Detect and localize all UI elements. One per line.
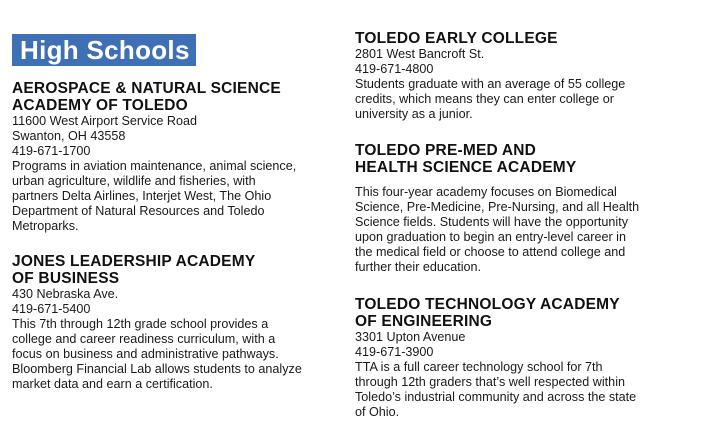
school-address: 430 Nebraska Ave. bbox=[12, 287, 119, 301]
school-name-line: TOLEDO EARLY COLLEGE bbox=[355, 30, 558, 47]
school-description-line: Students graduate with an average of 55 college bbox=[355, 77, 626, 91]
left-column bbox=[12, 0, 334, 392]
school-description-line: Department of Natural Resources and Toledo bbox=[12, 204, 265, 218]
school-description-line: focus on business and administrative pathways. bbox=[12, 347, 279, 361]
school-description-line: upon graduation to begin an entry-level career in bbox=[355, 230, 626, 244]
school-description-line: of Ohio. bbox=[355, 405, 400, 419]
school-aerospace bbox=[12, 80, 334, 234]
school-description-line: market data and earn a certification. bbox=[12, 377, 213, 391]
school-description-line: credits, which means they can enter college or bbox=[355, 92, 615, 106]
school-phone: 419-671-1700 bbox=[12, 144, 91, 158]
school-description-line: Science, Pre-Medicine, Pre-Nursing, and all Health bbox=[355, 200, 640, 214]
school-description-line: Metroparks. bbox=[12, 219, 79, 233]
school-phone: 419-671-5400 bbox=[12, 302, 91, 316]
school-name-line: JONES LEADERSHIP ACADEMY bbox=[12, 253, 256, 270]
school-description-line: urban agriculture, wildlife and fisheries, with bbox=[12, 174, 256, 188]
school-name-line: AEROSPACE & NATURAL SCIENCE bbox=[12, 80, 281, 97]
school-name-line: OF ENGINEERING bbox=[355, 313, 493, 330]
school-description-line: Science fields. Students will have the opportunity bbox=[355, 215, 629, 229]
school-name-line: ACADEMY OF TOLEDO bbox=[12, 97, 188, 114]
school-description-line: university as a junior. bbox=[355, 107, 473, 121]
school-description-line: partners Delta Airlines, Interjet West, The Ohio bbox=[12, 189, 272, 203]
school-description-line: college and career readiness curriculum, with a bbox=[12, 332, 276, 346]
school-description-line: Toledo’s industrial community and across the state bbox=[355, 390, 637, 404]
school-description-line: Programs in aviation maintenance, animal science, bbox=[12, 159, 297, 173]
school-city: Swanton, OH 43558 bbox=[12, 129, 126, 143]
school-technology bbox=[355, 296, 710, 420]
school-address: 11600 West Airport Service Road bbox=[12, 114, 198, 128]
section-title: High Schools bbox=[12, 34, 196, 66]
school-description-line: This 7th through 12th grade school provides a bbox=[12, 317, 269, 331]
school-description-line: TTA is a full career technology school for 7th bbox=[355, 360, 603, 374]
school-early-college bbox=[355, 30, 710, 122]
school-name-line: OF BUSINESS bbox=[12, 270, 120, 287]
school-jones bbox=[12, 253, 334, 392]
school-description-line: further their education. bbox=[355, 260, 482, 274]
school-address: 2801 West Bancroft St. bbox=[355, 47, 485, 61]
school-name-line: TOLEDO TECHNOLOGY ACADEMY bbox=[355, 296, 620, 313]
school-phone: 419-671-4800 bbox=[355, 62, 434, 76]
school-phone: 419-671-3900 bbox=[355, 345, 434, 359]
school-address: 3301 Upton Avenue bbox=[355, 330, 466, 344]
school-description-line: through 12th graders that’s well respected within bbox=[355, 375, 625, 389]
right-column bbox=[355, 0, 710, 420]
school-description-line: the medical field or choose to attend college and bbox=[355, 245, 626, 259]
school-name-line: HEALTH SCIENCE ACADEMY bbox=[355, 159, 577, 176]
spacer bbox=[355, 176, 710, 185]
school-pre-med bbox=[355, 142, 710, 275]
school-description-line: This four-year academy focuses on Biomedical bbox=[355, 185, 617, 199]
school-name-line: TOLEDO PRE-MED AND bbox=[355, 142, 536, 159]
school-description-line: Bloomberg Financial Lab allows students to analyze bbox=[12, 362, 302, 376]
